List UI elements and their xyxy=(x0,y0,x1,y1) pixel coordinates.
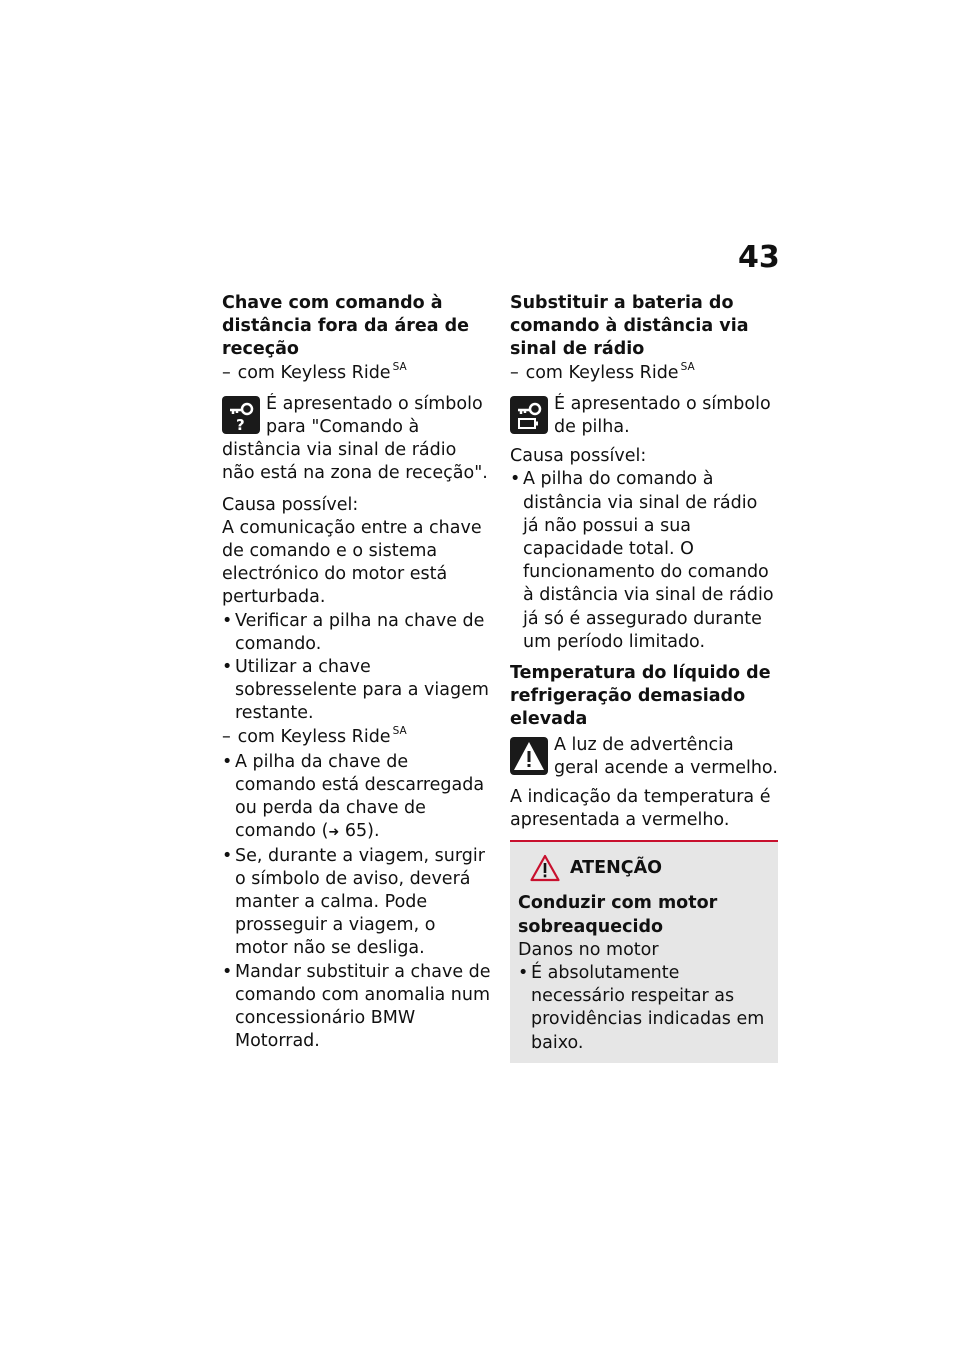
list-item: • É absolutamente necessário respeitar as providências indicadas em baixo. xyxy=(518,962,770,1055)
warning-triangle-icon xyxy=(510,737,548,775)
svg-text:?: ? xyxy=(236,415,245,431)
temperature-indication-text: A indicação da temperatura é apresentada a vermelho. xyxy=(510,787,771,831)
list-item: • Verificar a pilha na chave de comando. xyxy=(222,610,492,656)
key-question-icon xyxy=(222,396,260,434)
warning-damage: Danos no motor xyxy=(518,939,659,960)
condition-keyless-ride: – com Keyless Ride $^{SA}$ xyxy=(222,360,407,383)
key-symbol-description: É apresentado o símbolo para "Comando à distância via sinal de rádio não está na zona de receção". xyxy=(222,393,488,484)
condition-keyless-ride: – com Keyless Ride $^{SA}$ xyxy=(510,360,695,383)
battery-symbol-description: É apresentado o símbolo de pilha. xyxy=(554,393,771,438)
condition-keyless-ride: – com Keyless Ride $^{SA}$ xyxy=(222,724,407,747)
list-item: • Utilizar a chave sobresselente para a viagem restante. xyxy=(222,656,492,726)
right-column xyxy=(510,292,778,1063)
icon-paragraph-battery xyxy=(510,393,778,439)
page-reference-arrow-icon: ➜ xyxy=(328,825,340,841)
left-column xyxy=(222,292,492,1054)
warning-title: ATENÇÃO xyxy=(570,857,662,878)
page-reference[interactable]: 65 xyxy=(344,821,368,842)
section-heading-key-out-of-range: Chave com comando à distância fora da área de receção xyxy=(222,293,470,360)
section-heading-coolant-temperature: Temperatura do líquido de refrigeração demasiado elevada xyxy=(510,663,771,730)
warning-light-description: A luz de advertência geral acende a vermelho. xyxy=(554,734,778,778)
key-battery-icon xyxy=(510,396,548,434)
list-item: • A pilha da chave de comando está descarregada ou perda da chave de comando (➜ 65). xyxy=(222,751,492,845)
list-item: • Se, durante a viagem, surgir o símbolo de aviso, deverá manter a calma. Pode prosseguir a viagem, o motor não se desliga. xyxy=(222,845,492,961)
attention-triangle-icon xyxy=(530,854,560,882)
warning-box xyxy=(510,840,778,1062)
cause-label: Causa possível: xyxy=(510,446,647,467)
cause-text: A comunicação entre a chave de comando e o sistema electrónico do motor está perturbada. xyxy=(222,517,482,608)
warning-header xyxy=(530,854,770,882)
list-item: • Mandar substituir a chave de comando com anomalia num concessionário BMW Motorrad. xyxy=(222,961,492,1054)
warning-subtitle: Conduzir com motor sobreaquecido xyxy=(518,893,718,937)
icon-paragraph-key xyxy=(222,393,492,486)
list-item: • A pilha do comando à distância via sinal de rádio já não possui a sua capacidade total. O funcionamento do comando à distância via sinal de rádio já só é assegurado durante um período limitado. xyxy=(510,468,778,654)
page-number: 43 xyxy=(738,240,780,275)
icon-paragraph-warning xyxy=(510,734,778,780)
section-heading-replace-battery: Substituir a bateria do comando à distância via sinal de rádio xyxy=(510,293,749,360)
cause-label: Causa possível: xyxy=(222,494,359,515)
